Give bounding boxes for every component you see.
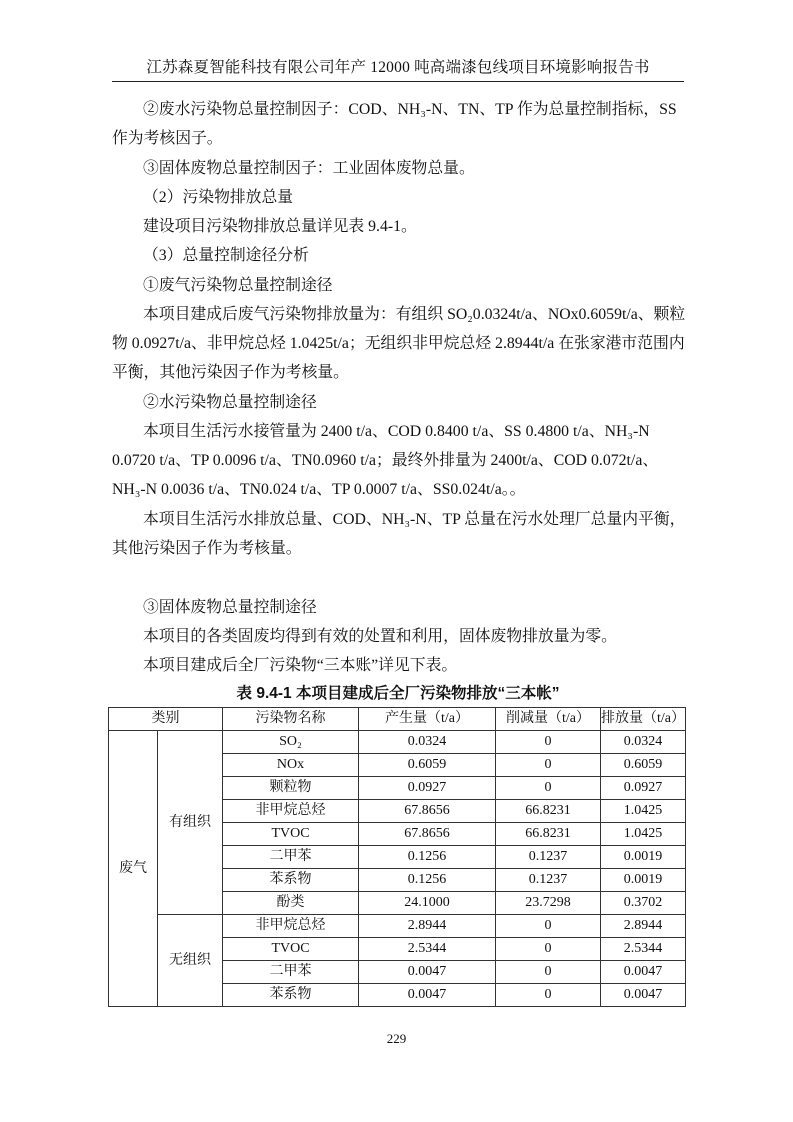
pollutant-name-cell: NOx (223, 754, 359, 777)
pollutant-name-cell: 苯系物 (223, 984, 359, 1007)
value-cell: 0.0019 (601, 869, 686, 892)
value-cell: 2.5344 (601, 938, 686, 961)
paragraph: 本项目生活污水接管量为 2400 t/a、COD 0.8400 t/a、SS 0.4800 t/a、NH₃-N (143, 423, 650, 440)
table-row (109, 915, 686, 938)
column-header: 排放量（t/a） (601, 708, 686, 731)
value-cell: 2.5344 (359, 938, 496, 961)
paragraph: ②废水污染物总量控制因子：COD、NH₃-N、TN、TP 作为总量控制指标，SS (143, 101, 677, 118)
value-cell: 1.0425 (601, 823, 686, 846)
value-cell: 0 (496, 754, 601, 777)
value-cell: 0.6059 (601, 754, 686, 777)
value-cell: 24.1000 (359, 892, 496, 915)
page-number: 229 (386, 1031, 407, 1046)
pollutant-name-cell: 颗粒物 (223, 777, 359, 800)
pollutant-name-cell: 苯系物 (223, 869, 359, 892)
pollutant-name-cell: 非甲烷总烃 (223, 800, 359, 823)
pollutant-name-cell: 非甲烷总烃 (223, 915, 359, 938)
column-header: 削减量（t/a） (496, 708, 601, 731)
paragraph: 物 0.0927t/a、非甲烷总烃 1.0425t/a；无组织非甲烷总烃 2.8944t/a 在张家港市范围内 (112, 335, 685, 352)
pollutant-name-cell: 酚类 (223, 892, 359, 915)
category-cell: 废气 (109, 731, 158, 1007)
paragraph: ①废气污染物总量控制途径 (143, 277, 333, 294)
pollutant-name-cell: 二甲苯 (223, 961, 359, 984)
paragraph: 平衡，其他污染因子作为考核量。 (112, 364, 349, 381)
paragraph: 0.0720 t/a、TP 0.0096 t/a、TN0.0960 t/a；最终外排量为 2400t/a、COD 0.072t/a、 (112, 452, 659, 469)
value-cell: 0.0927 (359, 777, 496, 800)
value-cell: 23.7298 (496, 892, 601, 915)
document-header: 江苏森夏智能科技有限公司年产 12000 吨高端漆包线项目环境影响报告书 (146, 59, 650, 76)
value-cell: 0 (496, 984, 601, 1007)
paragraph: ②水污染物总量控制途径 (143, 394, 317, 411)
table-caption: 表 9.4-1 本项目建成后全厂污染物排放“三本帐” (236, 685, 560, 702)
paragraph: ③固体废物总量控制途径 (143, 599, 317, 616)
column-header: 类别 (109, 708, 223, 731)
value-cell: 0 (496, 731, 601, 754)
column-header: 污染物名称 (223, 708, 359, 731)
value-cell: 0 (496, 961, 601, 984)
pollutant-table (108, 707, 686, 1007)
paragraph: 建设项目污染物排放总量详见表 9.4-1。 (143, 218, 417, 235)
paragraph: 本项目建成后废气污染物排放量为：有组织 SO₂0.0324t/a、NOx0.6059t/a、颗粒 (143, 306, 686, 323)
value-cell: 66.8231 (496, 800, 601, 823)
value-cell: 0.1256 (359, 846, 496, 869)
paragraph: 本项目建成后全厂污染物“三本账”详见下表。 (143, 657, 458, 674)
value-cell: 1.0425 (601, 800, 686, 823)
value-cell: 0.1237 (496, 869, 601, 892)
paragraph: 其他污染因子作为考核量。 (112, 540, 302, 557)
value-cell: 0.0324 (601, 731, 686, 754)
value-cell: 0.0047 (359, 984, 496, 1007)
value-cell: 0.0324 (359, 731, 496, 754)
value-cell: 0.6059 (359, 754, 496, 777)
paragraph: NH₃-N 0.0036 t/a、TN0.024 t/a、TP 0.0007 t/a、SS0.024t/a。。 (112, 481, 526, 498)
value-cell: 0.0019 (601, 846, 686, 869)
value-cell: 0.1256 (359, 869, 496, 892)
value-cell: 0.3702 (601, 892, 686, 915)
value-cell: 0.1237 (496, 846, 601, 869)
value-cell: 0.0927 (601, 777, 686, 800)
group-cell: 有组织 (158, 731, 223, 915)
paragraph: （2）污染物排放总量 (143, 189, 294, 206)
value-cell: 0.0047 (601, 961, 686, 984)
header-rule (112, 81, 684, 82)
value-cell: 0 (496, 777, 601, 800)
pollutant-name-cell: SO₂ (223, 731, 359, 754)
value-cell: 0 (496, 915, 601, 938)
table-row (109, 731, 686, 754)
value-cell: 0.0047 (601, 984, 686, 1007)
pollutant-name-cell: TVOC (223, 823, 359, 846)
column-header: 产生量（t/a） (359, 708, 496, 731)
value-cell: 0.0047 (359, 961, 496, 984)
value-cell: 0 (496, 938, 601, 961)
paragraph: 本项目生活污水排放总量、COD、NH₃-N、TP 总量在污水处理厂总量内平衡， (143, 511, 686, 528)
pollutant-name-cell: TVOC (223, 938, 359, 961)
value-cell: 67.8656 (359, 823, 496, 846)
value-cell: 67.8656 (359, 800, 496, 823)
paragraph: 作为考核因子。 (112, 130, 223, 147)
paragraph: ③固体废物总量控制因子：工业固体废物总量。 (143, 160, 475, 177)
paragraph: （3）总量控制途径分析 (143, 247, 309, 264)
paragraph: 本项目的各类固废均得到有效的处置和利用，固体废物排放量为零。 (143, 628, 617, 645)
value-cell: 2.8944 (359, 915, 496, 938)
group-cell: 无组织 (158, 915, 223, 1007)
pollutant-name-cell: 二甲苯 (223, 846, 359, 869)
table-header-row (109, 708, 686, 731)
value-cell: 2.8944 (601, 915, 686, 938)
value-cell: 66.8231 (496, 823, 601, 846)
